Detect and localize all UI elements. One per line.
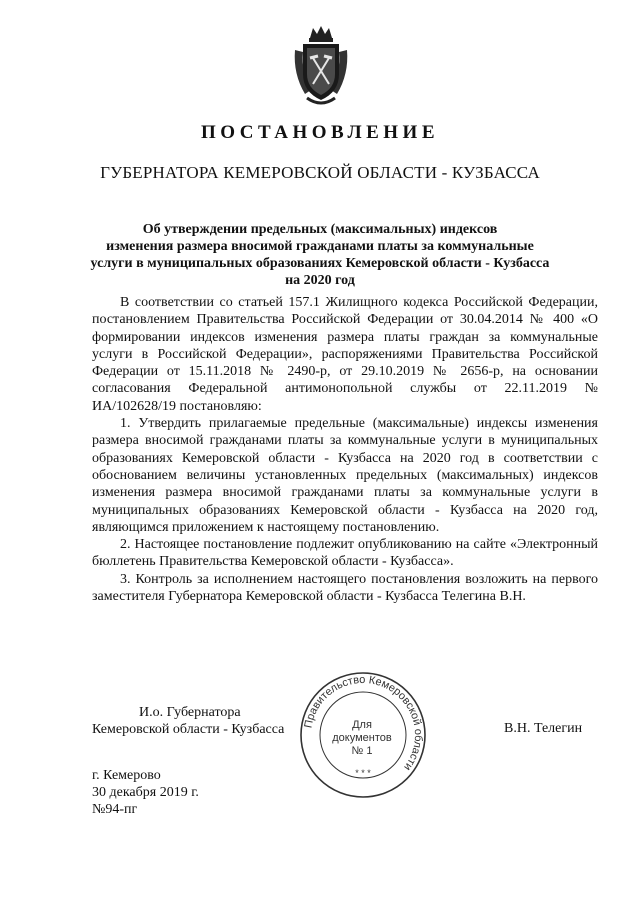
issuer-heading: ГУБЕРНАТОРА КЕМЕРОВСКОЙ ОБЛАСТИ - КУЗБАССА (100, 163, 540, 182)
document-date: 30 декабря 2019 г. (92, 785, 199, 800)
seal-ring-text: Правительство Кемеровской области (302, 673, 425, 773)
preamble-paragraph: В соответствии со статьей 157.1 Жилищного кодекса Российской Федерации, постановлением Правительства Российской Федерации от 30.04.2014 № 400 «О формировании индексов изменения размера платы граждан за коммунальные услуги в Российской Федерации», распоряжениями Правительства Российской Федерации от 15.11.2018 № 2490-р, от 29.10.2019 № 2656-р, на основании согласования Федеральной антимонопольной службы от 22.11.2019 № ИА/102628/19 постановляю: (92, 295, 598, 414)
subject-line: услуги в муниципальных образованиях Кемеровской области - Кузбасса (90, 256, 550, 271)
city: г. Кемерово (92, 768, 161, 783)
signatory-title (92, 704, 284, 738)
subject-line: изменения размера вносимой гражданами платы за коммунальные (106, 239, 534, 254)
signatory-title-line: И.о. Губернатора (139, 705, 241, 720)
document-footer (92, 767, 199, 818)
document-subject-title (80, 221, 560, 289)
document-body (92, 294, 598, 605)
clause-3-paragraph: 3. Контроль за исполнением настоящего постановления возложить на первого заместителя Губернатора Кемеровской области - Кузбасса Телегина В.Н. (92, 571, 598, 605)
official-seal-stamp (298, 670, 428, 800)
seal-center-line: № 1 (351, 745, 373, 757)
signatory-name: В.Н. Телегин (504, 721, 583, 736)
seal-stars: * * * (355, 768, 371, 778)
signatory-title-line: Кемеровской области - Кузбасса (92, 722, 285, 737)
seal-center-line: документов (332, 732, 392, 744)
clause-1-paragraph: 1. Утвердить прилагаемые предельные (максимальные) индексы изменения размера вносимой гражданами платы за коммунальные услуги в муниципальных образованиях Кемеровской области - Кузбасса на 2020 год в соответствии с обоснованием величины установленных предельных (максимальных) индексов изменения размера вносимой гражданами платы за коммунальные услуги в муниципальных образованиях Кемеровской области - Кузбасса на 2020 год, являющимся приложением к настоящему постановлению. (92, 416, 598, 535)
seal-center-line: Для (352, 719, 372, 731)
subject-line: Об утверждении предельных (максимальных) индексов (142, 222, 498, 237)
clause-2-paragraph: 2. Настоящее постановление подлежит опубликованию на сайте «Электронный бюллетень Правительства Кемеровской области - Кузбасса». (92, 537, 598, 570)
subject-line: на 2020 год (285, 273, 355, 288)
document-type-heading: ПОСТАНОВЛЕНИЕ (200, 122, 440, 143)
coat-of-arms-emblem (291, 24, 351, 108)
document-number: №94-пг (92, 802, 138, 817)
